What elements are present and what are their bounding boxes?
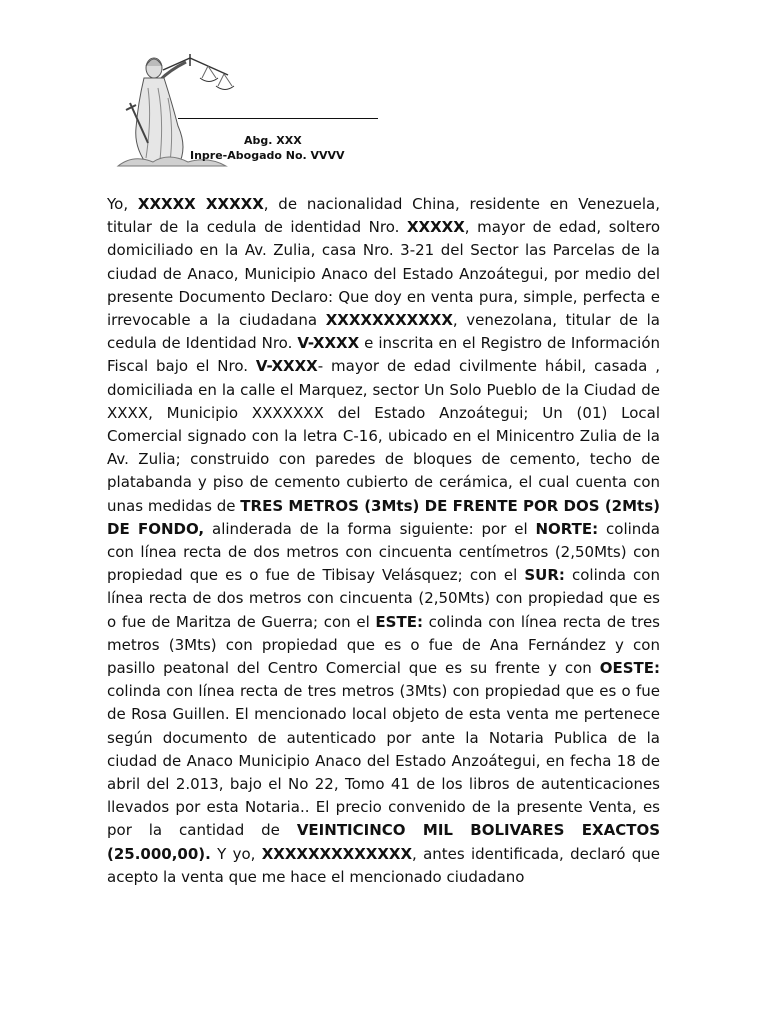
buyer-name-2: XXXXXXXXXXXXX: [261, 844, 413, 863]
body-text: colinda con línea recta de dos metros con cincuenta centímetros (2,50Mts) con propiedad que es o fue de Tibisay Velásquez; con el: [107, 519, 660, 585]
buyer-name: XXXXXXXXXXX: [325, 311, 453, 330]
seller-id: XXXXX: [406, 218, 465, 237]
body-text: Y yo,: [210, 844, 262, 863]
boundary-south: SUR:: [524, 566, 565, 585]
body-text: alinderada de la forma siguiente: por el: [204, 519, 536, 538]
body-text: Yo,: [107, 195, 138, 213]
boundary-north: NORTE:: [535, 519, 599, 538]
body-text: , mayor de edad, soltero domiciliado en la Av. Zulia, casa Nro. 3-21 del Sector las Parcelas de la ciudad de Anaco, Municipio Anaco del Estado Anzoátegui, por medio del presente Documento Declaro: Que doy en venta pura, simple, perfecta e irrevocable a la ciudadana: [107, 218, 660, 330]
buyer-rif: V-XXXX: [255, 357, 318, 376]
body-text: , antes identificada, declaró que acepto la venta que me hace el mencionado ciudadano: [107, 844, 660, 886]
document-header: [108, 48, 388, 178]
body-text: colinda con línea recta de dos metros con cincuenta (2,50Mts) con propiedad que es o fue de Maritza de Guerra; con el: [107, 566, 660, 631]
signature-id: Inpre-Abogado No. VVVV: [190, 149, 345, 162]
body-text: e inscrita en el Registro de Información Fiscal bajo el Nro.: [107, 334, 661, 376]
signature-name: Abg. XXX: [244, 134, 302, 147]
body-text: - mayor de edad civilmente hábil, casada , domiciliada en la calle el Marquez, sector Un Solo Pueblo de la Ciudad de XXXX, Municipio XXXXXXX del Estado Anzoátegui; Un (01) Local Comercial signado con la letra C-16, ubicado en el Minicentro Zulia de la Av. Zulia; construido con paredes de bloques de cemento, techo de platabanda y piso de cemento cubierto de cerámica, el cual cuenta con unas medidas de: [107, 357, 660, 515]
buyer-id: V-XXXX: [297, 334, 360, 353]
boundary-east: ESTE:: [375, 612, 423, 631]
document-body: [107, 193, 660, 889]
boundary-west: OESTE:: [599, 659, 660, 678]
body-text: colinda con línea recta de tres metros (3Mts) con propiedad que es o fue de Ana Fernández y con pasillo peatonal del Centro Comercial que es su frente y con: [107, 612, 660, 678]
body-text: colinda con línea recta de tres metros (3Mts) con propiedad que es o fue de Rosa Guillen. El mencionado local objeto de esta venta me pertenece según documento de autenticado por ante la Notaria Publica de la ciudad de Anaco Municipio Anaco del Estado Anzoátegui, en fecha 18 de abril del 2.013, bajo el No 22, Tomo 41 de los libros de autenticaciones llevados por esta Notaria.. El precio convenido de la presente Venta, es por la cantidad de: [107, 682, 660, 840]
body-text: , venezolana, titular de la cedula de Identidad Nro.: [107, 311, 660, 353]
property-dimensions: TRES METROS (3Mts) DE FRENTE POR DOS (2Mts) DE FONDO,: [107, 496, 660, 538]
seller-name: XXXXX XXXXX: [137, 195, 264, 213]
body-text: , de nacionalidad China, residente en Venezuela, titular de la cedula de identidad Nro.: [107, 195, 661, 237]
signature-line: [178, 118, 378, 119]
sale-price: VEINTICINCO MIL BOLIVARES EXACTOS (25.000,00).: [107, 821, 661, 863]
